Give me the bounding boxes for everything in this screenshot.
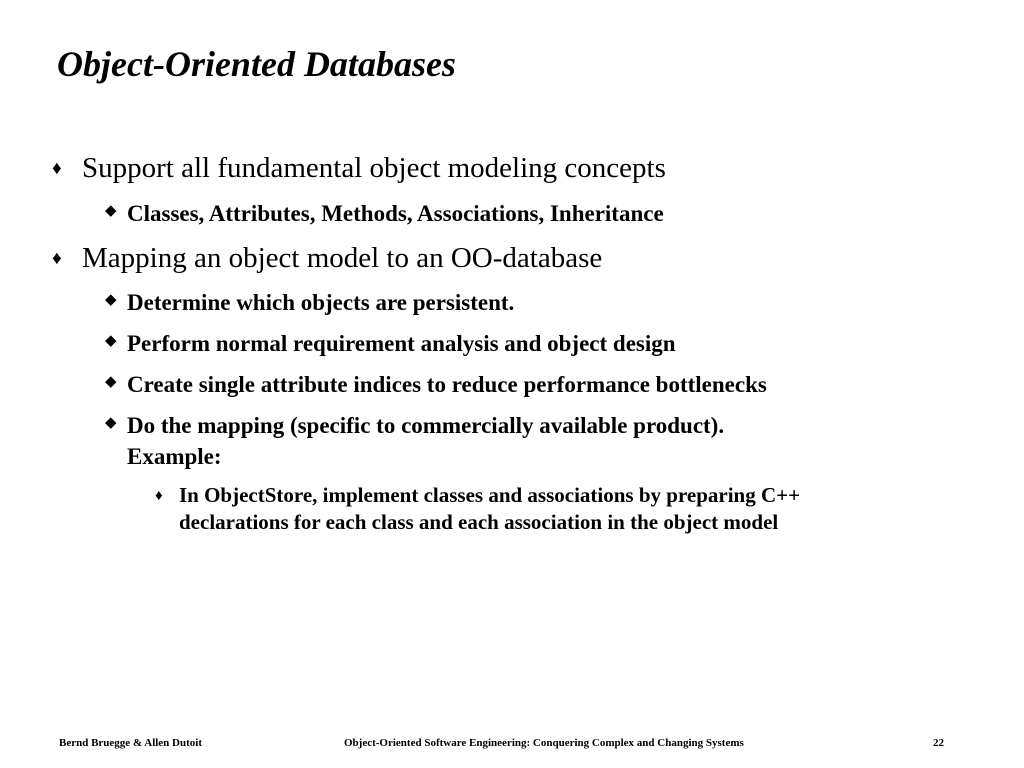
diamond-bullet-icon: ♦: [52, 158, 62, 179]
diamond-bullet-icon: ◆: [105, 333, 117, 349]
diamond-bullet-icon: ◆: [105, 415, 117, 431]
diamond-bullet-icon: ♦: [155, 488, 163, 504]
footer-page-number: 22: [933, 737, 944, 749]
bullet-text: Support all fundamental object modeling concepts: [82, 152, 666, 184]
sub-bullet-text: Determine which objects are persistent.: [127, 290, 515, 315]
diamond-bullet-icon: ♦: [52, 248, 62, 269]
sub-bullet-text: Do the mapping (specific to commercially available product).: [127, 413, 725, 438]
sub-bullet-text: Perform normal requirement analysis and object design: [127, 331, 676, 356]
diamond-bullet-icon: ◆: [105, 292, 117, 308]
bullet-text: Mapping an object model to an OO-database: [82, 242, 603, 274]
sub-sub-bullet-text: declarations for each class and each association in the object model: [179, 510, 779, 534]
footer-authors: Bernd Bruegge & Allen Dutoit: [59, 737, 202, 749]
diamond-bullet-icon: ◆: [105, 203, 117, 219]
sub-bullet-text: Example:: [127, 444, 222, 469]
diamond-bullet-icon: ◆: [105, 374, 117, 390]
sub-sub-bullet-text: In ObjectStore, implement classes and associations by preparing C++: [179, 483, 801, 507]
sub-bullet-text: Create single attribute indices to reduce performance bottlenecks: [127, 372, 767, 397]
slide-title: Object-Oriented Databases: [57, 44, 456, 84]
footer-book-title: Object-Oriented Software Engineering: Conquering Complex and Changing Systems: [344, 737, 744, 749]
sub-bullet-text: Classes, Attributes, Methods, Associations, Inheritance: [127, 201, 664, 226]
